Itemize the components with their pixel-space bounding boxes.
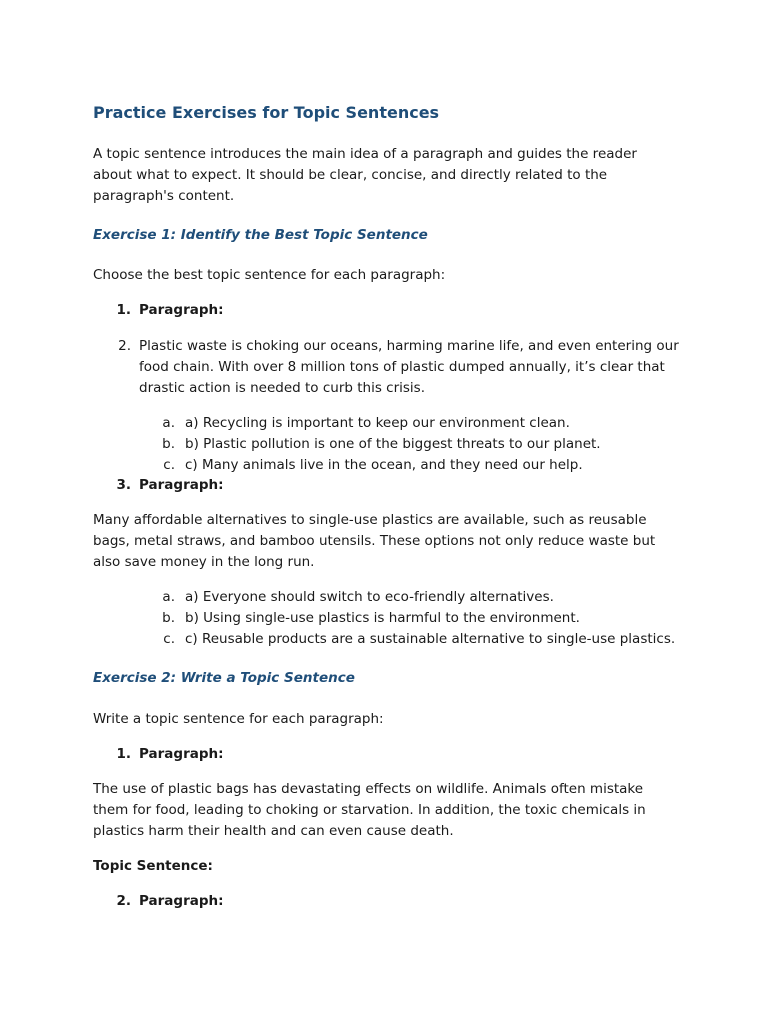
option-marker: b. <box>162 610 175 626</box>
list-marker: 2. <box>116 893 131 909</box>
option-item <box>93 608 693 629</box>
option-text: a) Recycling is important to keep our environment clean. <box>185 415 570 431</box>
option-text: c) Reusable products are a sustainable alternative to single-use plastics. <box>185 631 676 647</box>
list-marker: 1. <box>116 302 131 318</box>
list-marker: 1. <box>116 746 131 762</box>
option-marker: a. <box>162 415 175 431</box>
exercise-1-heading: Exercise 1: Identify the Best Topic Sentence <box>93 227 428 243</box>
exercise-2-heading: Exercise 2: Write a Topic Sentence <box>93 670 355 686</box>
list-item-label: Paragraph: <box>139 302 224 318</box>
option-item <box>93 413 693 434</box>
list-item <box>93 300 638 321</box>
list-item-label: Paragraph: <box>139 746 224 762</box>
list-marker: 3. <box>116 477 131 493</box>
option-marker: b. <box>162 436 175 452</box>
document-title: Practice Exercises for Topic Sentences <box>93 103 440 122</box>
option-item <box>93 434 693 455</box>
option-item <box>93 629 693 650</box>
intro-paragraph: A topic sentence introduces the main idea of a paragraph and guides the reader about what to expect. It should be clear, concise, and directly related to the paragraph's content. <box>93 146 637 204</box>
list-marker: 2. <box>118 338 131 354</box>
option-marker: c. <box>163 631 175 647</box>
option-text: c) Many animals live in the ocean, and they need our help. <box>185 457 583 473</box>
list-item-label: Paragraph: <box>139 477 224 493</box>
option-marker: c. <box>163 457 175 473</box>
topic-sentence-label: Topic Sentence: <box>93 858 213 874</box>
option-text: b) Plastic pollution is one of the biggest threats to our planet. <box>185 436 601 452</box>
exercise-1-instruction: Choose the best topic sentence for each paragraph: <box>93 267 446 283</box>
option-item <box>93 587 693 608</box>
option-text: b) Using single-use plastics is harmful to the environment. <box>185 610 580 626</box>
option-marker: a. <box>162 589 175 605</box>
option-text: a) Everyone should switch to eco-friendly alternatives. <box>185 589 554 605</box>
exercise-2-instruction: Write a topic sentence for each paragraph: <box>93 711 384 727</box>
paragraph-text: Many affordable alternatives to single-use plastics are available, such as reusable bags, metal straws, and bamboo utensils. These options not only reduce waste but also save money in the long run. <box>93 512 656 570</box>
list-item <box>93 744 638 765</box>
list-item <box>93 336 679 399</box>
list-item <box>93 891 638 912</box>
paragraph-text: The use of plastic bags has devastating effects on wildlife. Animals often mistake them for food, leading to choking or starvation. In addition, the toxic chemicals in plastics harm their health and can even cause death. <box>93 781 646 839</box>
list-item <box>93 475 638 496</box>
list-item-label: Paragraph: <box>139 893 224 909</box>
list-item-text: Plastic waste is choking our oceans, harming marine life, and even entering our food chain. With over 8 million tons of plastic dumped annually, it’s clear that drastic action is needed to curb this crisis. <box>139 338 679 396</box>
option-item <box>93 455 693 476</box>
